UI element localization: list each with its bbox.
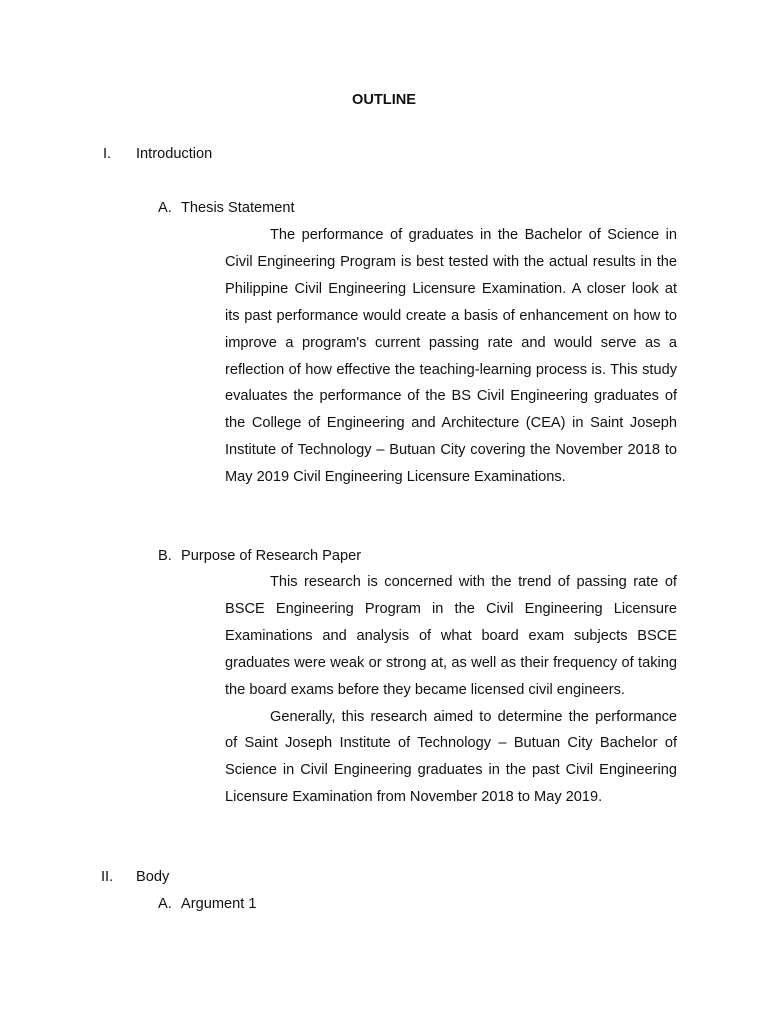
section-heading-introduction: Introduction	[136, 146, 213, 162]
subsection-heading-purpose: Purpose of Research Paper	[181, 548, 362, 564]
paragraph: This research is concerned with the trend of passing rate of BSCE Engineering Program in the Civil Engineering Licensure Examinations and analysis of what board exam subjects BSCE graduates were weak or strong at, as well as their frequency of taking the board exams before they became licensed civil engineers.	[225, 574, 677, 698]
subsection-heading-argument-1: Argument 1	[181, 896, 257, 912]
section-numeral: I.	[103, 146, 112, 162]
subsection-letter: A.	[158, 896, 172, 912]
subsection-letter: A.	[158, 200, 172, 216]
section-heading-body: Body	[136, 869, 170, 885]
thesis-statement-body	[225, 222, 677, 491]
purpose-body	[225, 569, 677, 811]
page-title: OUTLINE	[351, 92, 417, 108]
paragraph: The performance of graduates in the Bachelor of Science in Civil Engineering Program is best tested with the actual results in the Philippine Civil Engineering Licensure Examination. A closer look at its past performance would create a basis of enhancement on how to improve a program's current passing rate and would serve as a reflection of how effective the teaching-learning process is. This study evaluates the performance of the BS Civil Engineering graduates of the College of Engineering and Architecture (CEA) in Saint Joseph Institute of Technology – Butuan City covering the November 2018 to May 2019 Civil Engineering Licensure Examinations.	[225, 227, 677, 486]
section-numeral: II.	[101, 869, 114, 885]
subsection-heading-thesis-statement: Thesis Statement	[181, 200, 295, 216]
subsection-letter: B.	[158, 548, 172, 564]
paragraph: Generally, this research aimed to determine the performance of Saint Joseph Institute of Technology – Butuan City Bachelor of Science in Civil Engineering graduates in the past Civil Engineering Licensure Examination from November 2018 to May 2019.	[225, 708, 677, 806]
